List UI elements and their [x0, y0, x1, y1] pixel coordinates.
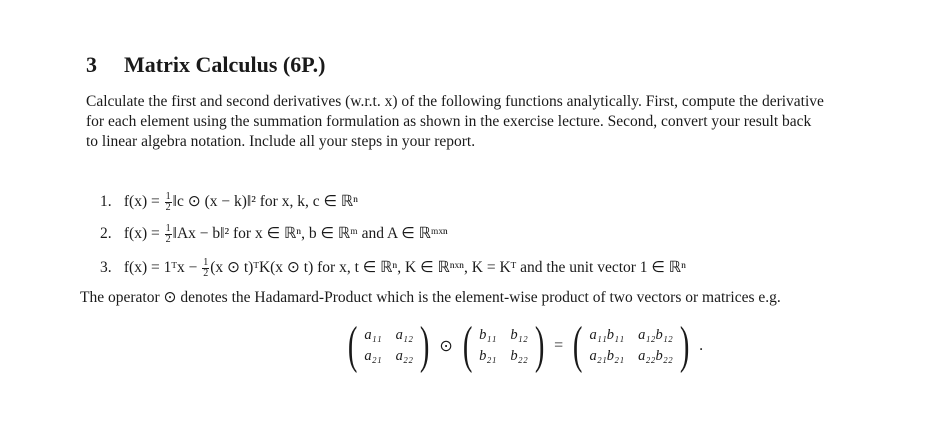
fraction-denominator: 2	[165, 202, 171, 213]
matrix-entry: b₁₁	[479, 327, 497, 343]
left-paren: (	[347, 317, 358, 374]
fraction-denominator: 2	[203, 268, 209, 279]
right-paren: )	[679, 317, 690, 374]
matrix-entry: b₁₂	[510, 327, 528, 343]
matrix-entry: a₂₂	[395, 348, 414, 364]
exercise-item-2	[100, 224, 448, 245]
item-number: 2.	[100, 225, 112, 243]
equals-sign: =	[554, 337, 564, 354]
fraction	[165, 192, 172, 213]
fraction	[165, 224, 172, 245]
item-formula-start: f(x) = 1ᵀx −	[123, 259, 202, 277]
item-formula-rest: ‖Ax − b‖² for x ∈ ℝⁿ, b ∈ ℝᵐ and A ∈ ℝᵐˣⁿ	[172, 225, 448, 243]
fraction-numerator: 1	[203, 257, 209, 268]
left-paren: (	[573, 317, 583, 374]
item-formula-start: f(x) =	[123, 193, 164, 211]
item-formula-rest: ‖c ⊙ (x − k)‖² for x, k, c ∈ ℝⁿ	[172, 193, 359, 211]
hadamard-operator: ⊙	[439, 338, 453, 355]
matrix-entry: a₂₁	[364, 348, 382, 364]
fraction-numerator: 1	[165, 223, 171, 234]
matrix-result	[569, 317, 693, 374]
fraction	[202, 258, 209, 279]
intro-line: Calculate the first and second derivatives (w.r.t. x) of the following functions analytically. First, compute the derivative	[86, 93, 824, 110]
matrix-entry: a₂₂b₂₂	[638, 348, 673, 364]
section-title: Matrix Calculus (6P.)	[124, 52, 326, 77]
trailing-period: .	[699, 337, 704, 354]
matrix-entry: b₂₁	[479, 348, 497, 364]
intro-line: for each element using the summation formulation as shown in the exercise lecture. Second, convert your result back	[86, 113, 812, 130]
matrix-entry: a₁₁b₁₁	[589, 327, 625, 343]
right-paren: )	[534, 317, 545, 374]
intro-paragraph	[86, 92, 906, 152]
item-formula-start: f(x) =	[123, 225, 164, 243]
matrix-entry: a₁₂b₁₂	[638, 327, 673, 343]
matrix-entry: a₁₂	[395, 327, 414, 343]
left-paren: (	[462, 317, 473, 374]
item-formula-rest: (x ⊙ t)ᵀK(x ⊙ t) for x, t ∈ ℝⁿ, K ∈ ℝⁿˣⁿ, K = Kᵀ and the unit vector 1 ∈ ℝⁿ	[210, 259, 686, 277]
fraction-denominator: 2	[165, 234, 171, 245]
matrix-b	[459, 317, 548, 374]
matrix-entry: b₂₂	[510, 348, 528, 364]
item-number: 1.	[100, 193, 112, 211]
matrix-entry: a₁₁	[364, 327, 382, 343]
item-number: 3.	[100, 259, 112, 277]
right-paren: )	[419, 317, 430, 374]
exercise-item-3	[100, 258, 686, 279]
section-number: 3	[86, 52, 97, 77]
hadamard-example-equation	[344, 317, 709, 374]
section-heading	[86, 52, 325, 78]
intro-line: to linear algebra notation. Include all your steps in your report.	[86, 133, 476, 150]
fraction-numerator: 1	[165, 191, 171, 202]
matrix-a	[344, 317, 433, 374]
matrix-entry: a₂₁b₂₁	[589, 348, 625, 364]
exercise-item-1	[100, 192, 358, 213]
operator-description: The operator ⊙ denotes the Hadamard-Product which is the element-wise product of two vectors or matrices e.g.	[80, 289, 781, 306]
